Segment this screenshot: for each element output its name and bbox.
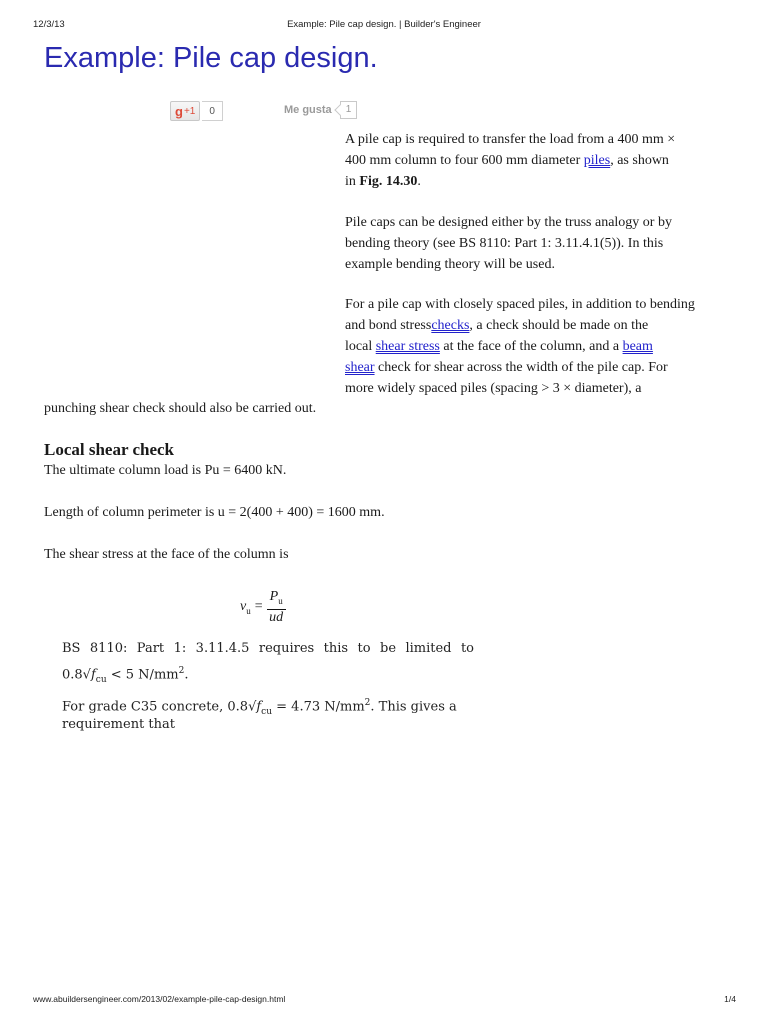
column-load-text: The ultimate column load is Pu = 6400 kN. (44, 463, 287, 478)
shear-stress-intro: The shear stress at the face of the column is (44, 547, 289, 562)
print-page-number: 1/4 (724, 994, 736, 1004)
intro-paragraph-2: Pile caps can be designed either by the truss analogy or by bending theory (see BS 8110: Part 1: 3.11.4.1(5)). In this example bending theory will be used. (345, 215, 672, 272)
perimeter-text: Length of column perimeter is u = 2(400 + 400) = 1600 mm. (44, 505, 385, 520)
figure-reference: Fig. 14.30 (359, 174, 418, 189)
intro-paragraph-1: A pile cap is required to transfer the load from a 400 mm × 400 mm column to four 600 mm diameter piles, as shown in Fig. 14.30. (345, 132, 676, 189)
code-limit-text-line-2: $0.8√f_{cu} < 5$ $N/mm^2$. (62, 666, 189, 685)
grade-c35-text-line-2: requirement that (62, 717, 175, 732)
code-limit-text-line-1: BS 8110: Part 1: 3.11.4.5 requires this to be limited to (62, 641, 474, 656)
section-heading-local-shear: Local shear check (44, 440, 175, 459)
print-date: 12/3/13 (33, 19, 65, 30)
google-plus-button[interactable] (170, 101, 200, 121)
print-url: www.abuildersengineer.com/2013/02/example-pile-cap-design.html (33, 994, 286, 1004)
shear-stress-formula: $v_u$ = $\frac{P_u}{ud}$ (240, 589, 286, 626)
google-plus-label: +1 (183, 105, 196, 117)
grade-c35-text-line-1: For grade C35 concrete, $0.8√f_{cu} = 4.73$ $N/mm^2$. This gives a (62, 698, 457, 717)
google-plus-icon: g (175, 103, 183, 119)
beam-shear-link-continued[interactable]: shear (345, 360, 375, 375)
google-plus-widget (170, 101, 223, 121)
like-button[interactable]: Me gusta (284, 104, 332, 116)
intro-paragraph-3-end: punching shear check should also be carried out. (44, 401, 317, 416)
piles-link[interactable]: piles (583, 153, 611, 168)
like-count: 1 (340, 101, 358, 119)
google-plus-count: 0 (202, 101, 223, 121)
page-title: Example: Pile cap design. (44, 42, 378, 74)
like-widget (284, 100, 357, 120)
checks-link[interactable]: checks (431, 318, 470, 333)
print-page-title: Example: Pile cap design. | Builder's Engineer (287, 19, 481, 30)
shear-stress-link[interactable]: shear stress (375, 339, 440, 354)
intro-paragraph-3: For a pile cap with closely spaced piles, in addition to bending and bond stresschecks, a check should be made on the local shear stress at the face of the column, and a beam shear check for shear across the width of the pile cap. For more widely spaced piles (spacing > 3 × diameter), a (345, 297, 695, 396)
beam-shear-link[interactable]: beam (622, 339, 653, 354)
